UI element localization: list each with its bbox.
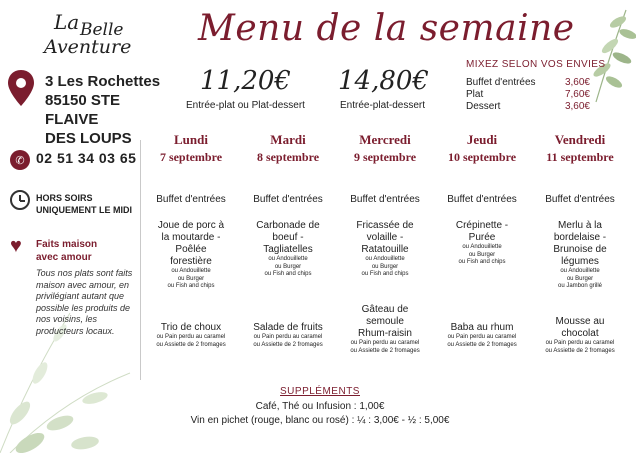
mix-title: MIXEZ SELON VOS ENVIES (466, 59, 606, 70)
dessert-alternative: ou Pain perdu au caramel (156, 334, 226, 340)
dessert-line: Gâteau de (361, 304, 409, 315)
faits-maison-title (36, 238, 126, 264)
day-name: Lundi (174, 132, 208, 147)
mix-row-label: Plat (466, 89, 484, 100)
mix-row-price: 3,60€ (564, 101, 590, 112)
mix-row (466, 77, 590, 88)
clock-icon (10, 190, 30, 210)
dessert-line: Rhum-raisin (358, 328, 412, 339)
main-dish-line: volaille - (366, 232, 404, 243)
day-date: 7 septembre (159, 150, 223, 164)
day-date: 11 septembre (546, 150, 614, 164)
main-dish-line: boeuf - (272, 232, 304, 243)
hours-line-1: HORS SOIRS (36, 193, 93, 203)
dessert-alternative: ou Assiette de 2 fromages (156, 341, 226, 348)
entree-item: Buffet d'entrées (253, 194, 323, 205)
main-dish-line: Poêlée (175, 244, 207, 255)
faits-maison-title-1: Faits maison (36, 239, 98, 250)
main-dish-alternative: ou Burger (177, 275, 205, 282)
faits-maison-text: Tous nos plats sont faits maison avec amour, en privilégiant autant que possible les produits de nos voisins, les producteurs locaux. (36, 268, 133, 336)
dessert-alternative: ou Pain perdu au caramel (253, 334, 323, 340)
main-dish-alternative: ou Fish and chips (264, 271, 312, 277)
main-dish-alternative: ou Fish and chips (361, 271, 409, 277)
main-dish-alternative: ou Burger (274, 263, 302, 270)
day-column-jeudi (434, 132, 530, 348)
mix-row-price: 3,60€ (564, 77, 590, 88)
day-name: Mercredi (359, 132, 411, 147)
price-formula-1-label: Entrée-plat ou Plat-dessert (186, 100, 305, 111)
main-dish-alternative: ou Andouillette (171, 268, 211, 274)
mix-row (466, 89, 590, 100)
main-dish-alternative: ou Fish and chips (458, 259, 506, 265)
main-dish-line: forestière (170, 256, 212, 267)
dessert-line: Trio de choux (160, 322, 222, 333)
entree-item: Buffet d'entrées (447, 194, 517, 205)
supplement-line-2: Vin en pichet (rouge, blanc ou rosé) : ¼ : 3,00€ - ½ : 5,00€ (190, 415, 450, 426)
main-dish-line: Crépinette - (455, 220, 509, 231)
main-dish-line: Fricassée de (356, 220, 414, 231)
main-dish-line: Tagliatelles (263, 244, 313, 255)
main-dish-line: légumes (561, 256, 599, 267)
day-name: Vendredi (554, 132, 606, 147)
dessert-alternative: ou Assiette de 2 fromages (447, 341, 517, 348)
supplement-line-1: Café, Thé ou Infusion : 1,00€ (255, 401, 385, 412)
main-dish-line: bordelaise - (553, 232, 607, 243)
main-dish-alternative: ou Andouillette (365, 256, 405, 262)
price-formula-2-label: Entrée-plat-dessert (340, 100, 426, 111)
opening-hours (36, 192, 132, 216)
main-dish-line: Carbonade de (256, 220, 320, 231)
day-name: Jeudi (466, 132, 498, 147)
phone-number[interactable]: 02 51 34 03 65 (36, 150, 137, 166)
day-date: 8 septembre (256, 150, 320, 164)
supplements-title: SUPPLÉMENTS (280, 386, 360, 397)
address-line-1: 3 Les Rochettes (45, 73, 161, 90)
logo (40, 6, 135, 64)
main-dish-alternative: ou Andouillette (268, 256, 308, 262)
main-dish-alternative: ou Burger (371, 263, 399, 270)
dessert-line: chocolat (561, 328, 599, 339)
address-line-3: DES LOUPS (45, 130, 132, 147)
faits-maison-title-2: avec amour (36, 252, 92, 263)
dessert-line: semoule (366, 316, 404, 327)
main-dish-alternative: ou Burger (468, 251, 496, 258)
entree-item: Buffet d'entrées (350, 194, 420, 205)
mix-row-price: 7,60€ (564, 89, 590, 100)
main-dish-line: Purée (468, 232, 496, 243)
main-dish-alternative: ou Andouillette (462, 244, 502, 250)
heart-icon: ♥ (10, 235, 22, 257)
day-date: 10 septembre (447, 150, 517, 164)
dessert-alternative: ou Assiette de 2 fromages (545, 347, 615, 354)
entree-item: Buffet d'entrées (545, 194, 615, 205)
main-dish-alternative: ou Burger (566, 275, 594, 282)
main-dish-alternative: ou Jambon grillé (557, 283, 603, 289)
mix-row-label: Dessert (466, 101, 501, 112)
dessert-alternative: ou Pain perdu au caramel (545, 340, 615, 346)
main-dish-line: Brunoise de (553, 244, 607, 255)
day-column-vendredi (532, 132, 628, 354)
dessert-line: Salade de fruits (253, 322, 323, 333)
dessert-alternative: ou Pain perdu au caramel (447, 334, 517, 340)
main-dish-line: Ratatouille (361, 244, 409, 255)
logo-line-1: La (54, 10, 80, 34)
mix-row-label: Buffet d'entrées (466, 77, 536, 88)
logo-line-3: Aventure (44, 36, 132, 58)
hours-line-2: UNIQUEMENT LE MIDI (36, 205, 132, 215)
entree-item: Buffet d'entrées (156, 194, 226, 205)
dessert-alternative: ou Pain perdu au caramel (350, 340, 420, 346)
address-line-2: 85150 STE FLAIVE (45, 92, 121, 128)
dessert-line: Mousse au (555, 316, 605, 327)
price-formula-1: 11,20€ (200, 66, 291, 96)
day-date: 9 septembre (353, 150, 417, 164)
map-pin-icon (8, 70, 34, 106)
price-formula-2: 14,80€ (338, 66, 429, 96)
dessert-line: Baba au rhum (450, 322, 514, 333)
day-column-lundi (143, 132, 239, 348)
main-dish-line: Merlu à la (558, 220, 602, 231)
page-title: Menu de la semaine (198, 8, 575, 49)
day-column-mardi (240, 132, 336, 348)
mix-row (466, 101, 590, 112)
phone-icon: ✆ (10, 150, 30, 170)
day-column-mercredi (337, 132, 433, 354)
main-dish-alternative: ou Andouillette (560, 268, 600, 274)
main-dish-line: Joue de porc à (157, 220, 225, 231)
main-dish-alternative: ou Fish and chips (167, 283, 215, 289)
dessert-alternative: ou Assiette de 2 fromages (253, 341, 323, 348)
dessert-alternative: ou Assiette de 2 fromages (350, 347, 420, 354)
main-dish-line: la moutarde - (161, 232, 221, 243)
divider (140, 140, 141, 380)
logo-line-2: Belle (80, 20, 124, 40)
day-name: Mardi (270, 132, 306, 147)
